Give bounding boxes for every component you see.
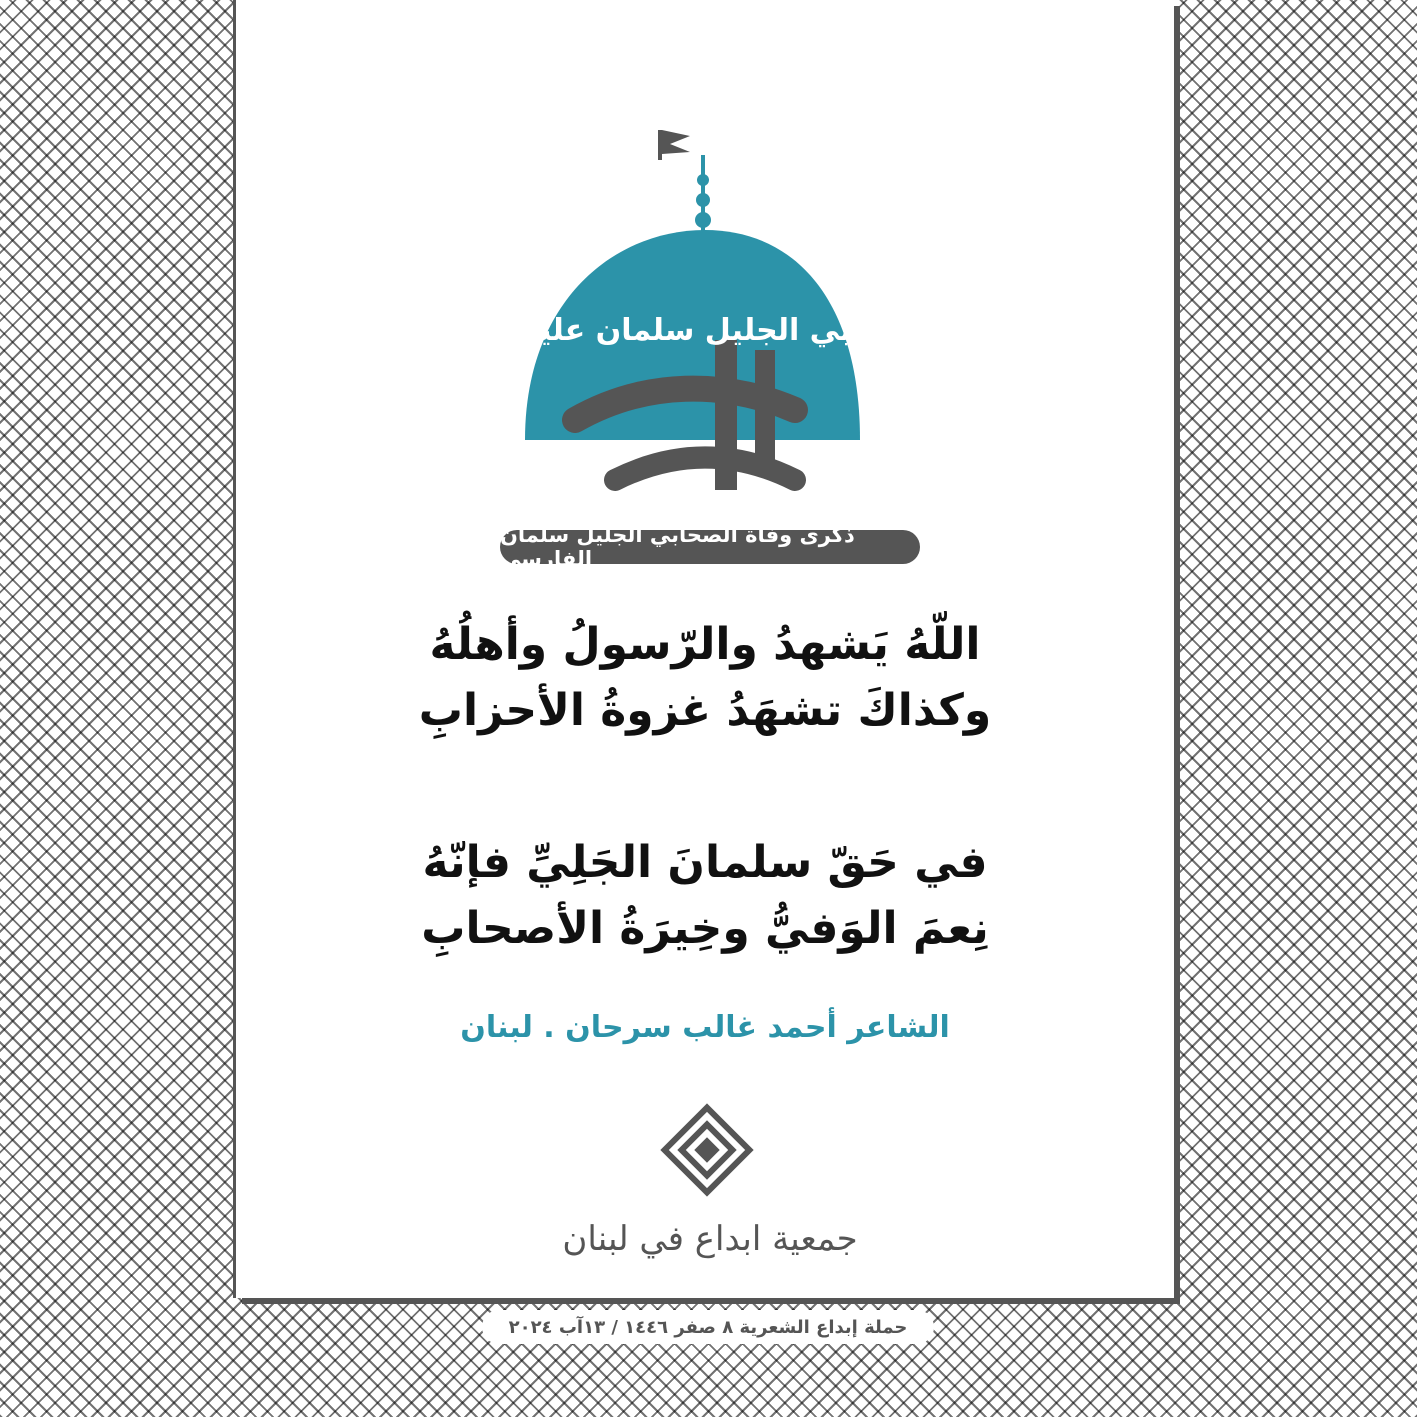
poet-name: الشاعر أحمد غالب سرحان . لبنان xyxy=(460,1010,950,1045)
flag-icon xyxy=(662,130,690,154)
footer-pill xyxy=(482,1310,934,1344)
poem-line-1: اللّهُ يَشهدُ والرّسولُ وأهلُهُ xyxy=(429,619,981,670)
poem-line-4: نِعمَ الوَفيُّ وخِيرَةُ الأصحابِ xyxy=(421,903,989,954)
ribbon-text: ذكرى وفاة الصحابي الجليل سلمان الفارسي xyxy=(500,523,855,571)
logo-calligraphy: الصحابي الجليل سلمان عليه السلام xyxy=(414,313,936,348)
poem-line-2: وكذاكَ تشهَدُ غزوةُ الأحزابِ xyxy=(418,685,992,736)
org-calligraphy-logo xyxy=(560,1200,860,1280)
org-logo-text: جمعية ابداع في لبنان xyxy=(562,1219,858,1259)
dome-logo xyxy=(414,120,936,550)
poem-line-3: في حَقّ سلمانَ الجَلِيِّ فإنّهُ xyxy=(422,837,988,888)
flag-pole-top xyxy=(658,130,662,160)
title-ribbon xyxy=(500,523,920,571)
kufic-square-icon xyxy=(657,1100,757,1200)
footer-text: حملة إبداع الشعرية ٨ صفر ١٤٤٦ / ١٣آب ٢٠٢٤ xyxy=(508,1316,908,1338)
